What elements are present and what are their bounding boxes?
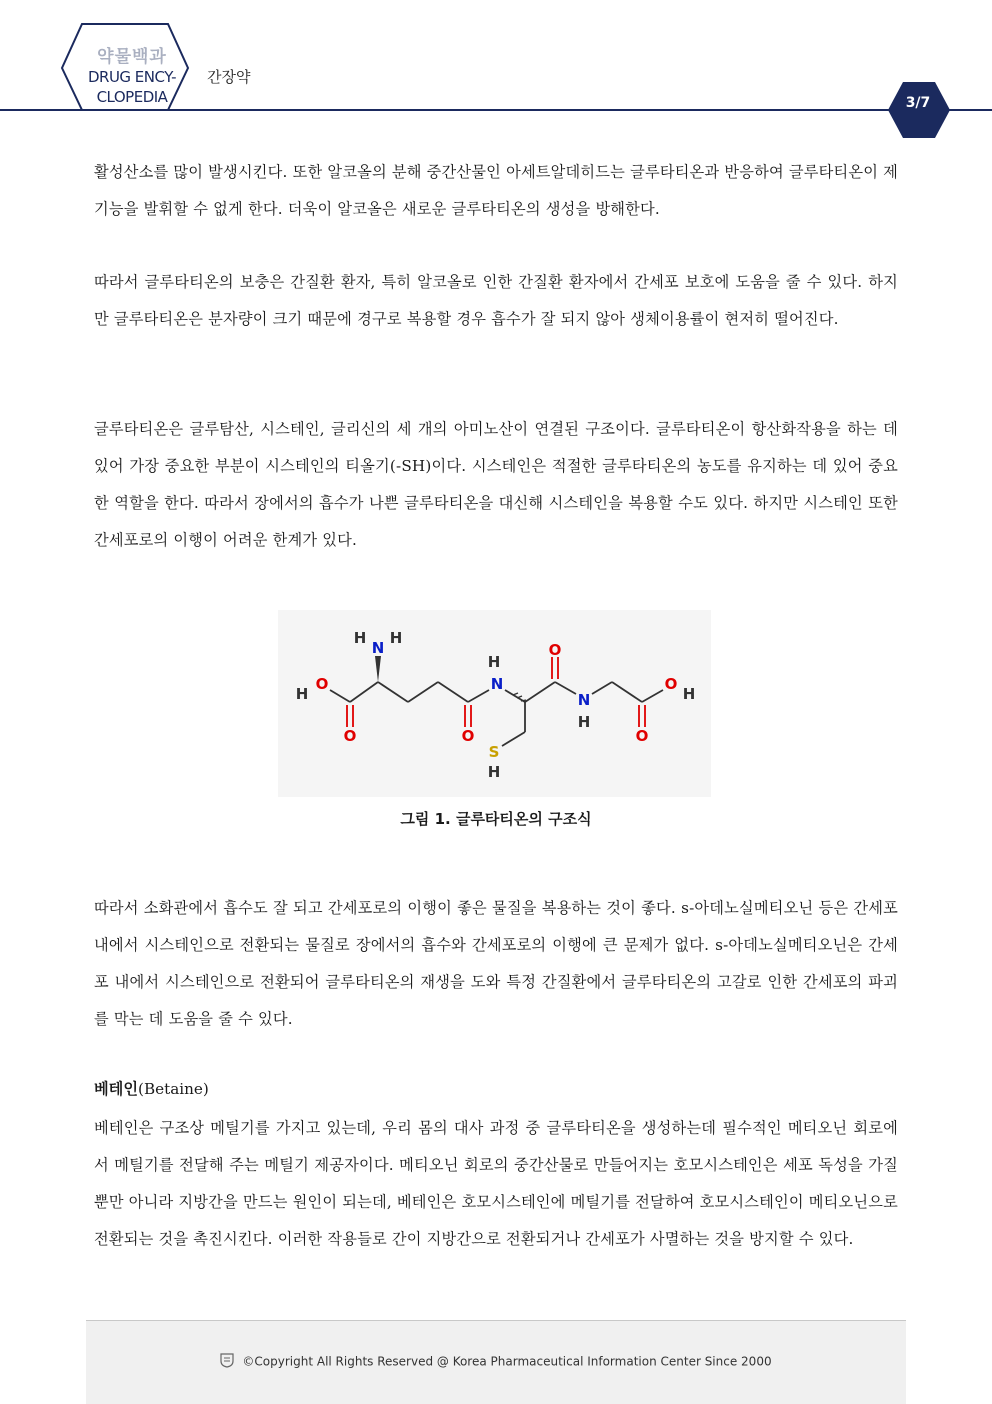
section-heading-ko: 베테인 <box>94 1080 139 1098</box>
figure-caption: 그림 1. 글루타티온의 구조식 <box>400 810 592 828</box>
structure-diagram <box>278 610 711 797</box>
atom-label-h: H <box>295 685 309 703</box>
atom-label-o: O <box>664 675 678 693</box>
footer-copyright: ©Copyright All Rights Reserved @ Korea Pharmaceutical Information Center Since 2000 <box>242 1354 772 1369</box>
atom-label-h: H <box>487 763 501 781</box>
atom-label-n: N <box>371 639 385 657</box>
logo-korean: 약물백과 <box>97 47 167 67</box>
page-indicator: 3/7 <box>905 95 931 111</box>
section-heading-en: (Betaine) <box>138 1080 209 1098</box>
atom-label-o: O <box>343 727 357 745</box>
body-paragraph-4: 따라서 소화관에서 흡수도 잘 되고 간세포로의 이행이 좋은 물질을 복용하는 것이 좋다. s-아데노실메티오닌 등은 간세포 내에서 시스테인으로 전환되는 물질로 장에서의 흡수와 간세포로의 이행에 큰 문제가 없다. s-아데노실메티오닌은 간세포 내에서 시스테인으로 전환되어 글루타티온의 재생을 도와 특정 간질환에서 글루타티온의 고갈로 인한 간세포의 파괴를 막는 데 도움을 줄 수 있다. <box>94 899 898 1028</box>
logo-english-line2: CLOPEDIA <box>96 88 168 106</box>
atom-label-s: S <box>488 743 500 761</box>
atom-label-o: O <box>461 727 475 745</box>
body-paragraph-3: 글루타티온은 글루탐산, 시스테인, 글리신의 세 개의 아미노산이 연결된 구조이다. 글루타티온이 항산화작용을 하는 데 있어 가장 중요한 부분이 시스테인의 티올기(-SH)이다. 시스테인은 적절한 글루타티온의 농도를 유지하는 데 있어 중요한 역할을 한다. 따라서 장에서의 흡수가 나쁜 글루타티온을 대신해 시스테인을 복용할 수도 있다. 하지만 시스테인 또한 간세포로의 이행이 어려운 한계가 있다. <box>94 420 898 549</box>
atom-label-n: N <box>490 675 504 693</box>
body-paragraph-2: 따라서 글루타티온의 보충은 간질환 환자, 특히 알코올로 인한 간질환 환자에서 간세포 보호에 도움을 줄 수 있다. 하지만 글루타티온은 분자량이 크기 때문에 경구로 복용할 경우 흡수가 잘 되지 않아 생체이용률이 현저히 떨어진다. <box>94 273 898 328</box>
atom-label-o: O <box>635 727 649 745</box>
footer <box>86 1320 906 1404</box>
kpic-shield-icon <box>220 1353 234 1371</box>
logo-english-line1: DRUG ENCY- <box>87 68 177 86</box>
atom-label-n: N <box>577 691 591 709</box>
section-heading-betaine <box>94 1078 209 1099</box>
glutathione-structure-figure <box>278 610 711 797</box>
category-label: 간장약 <box>207 68 251 86</box>
atom-label-o: O <box>315 675 329 693</box>
atom-label-h: H <box>682 685 696 703</box>
atom-label-h: H <box>577 713 591 731</box>
body-paragraph-1: 활성산소를 많이 발생시킨다. 또한 알코올의 분해 중간산물인 아세트알데히드는 글루타티온과 반응하여 글루타티온이 제 기능을 발휘할 수 없게 한다. 더욱이 알코올은 새로운 글루타티온의 생성을 방해한다. <box>94 163 898 218</box>
section-paragraph-betaine: 베테인은 구조상 메틸기를 가지고 있는데, 우리 몸의 대사 과정 중 글루타티온을 생성하는데 필수적인 메티오닌 회로에서 메틸기를 전달해 주는 메틸기 제공자이다. 메티오닌 회로의 중간산물로 만들어지는 호모시스테인은 세포 독성을 가질 뿐만 아니라 지방간을 만드는 원인이 되는데, 베테인은 호모시스테인에 메틸기를 전달하여 호모시스테인이 메티오닌으로 전환되는 것을 촉진시킨다. 이러한 작용들로 간이 지방간으로 전환되거나 간세포가 사멸하는 것을 방지할 수 있다. <box>94 1119 898 1248</box>
atom-label-o: O <box>548 641 562 659</box>
atom-label-h: H <box>353 629 367 647</box>
atom-label-h: H <box>487 653 501 671</box>
atom-label-h: H <box>389 629 403 647</box>
